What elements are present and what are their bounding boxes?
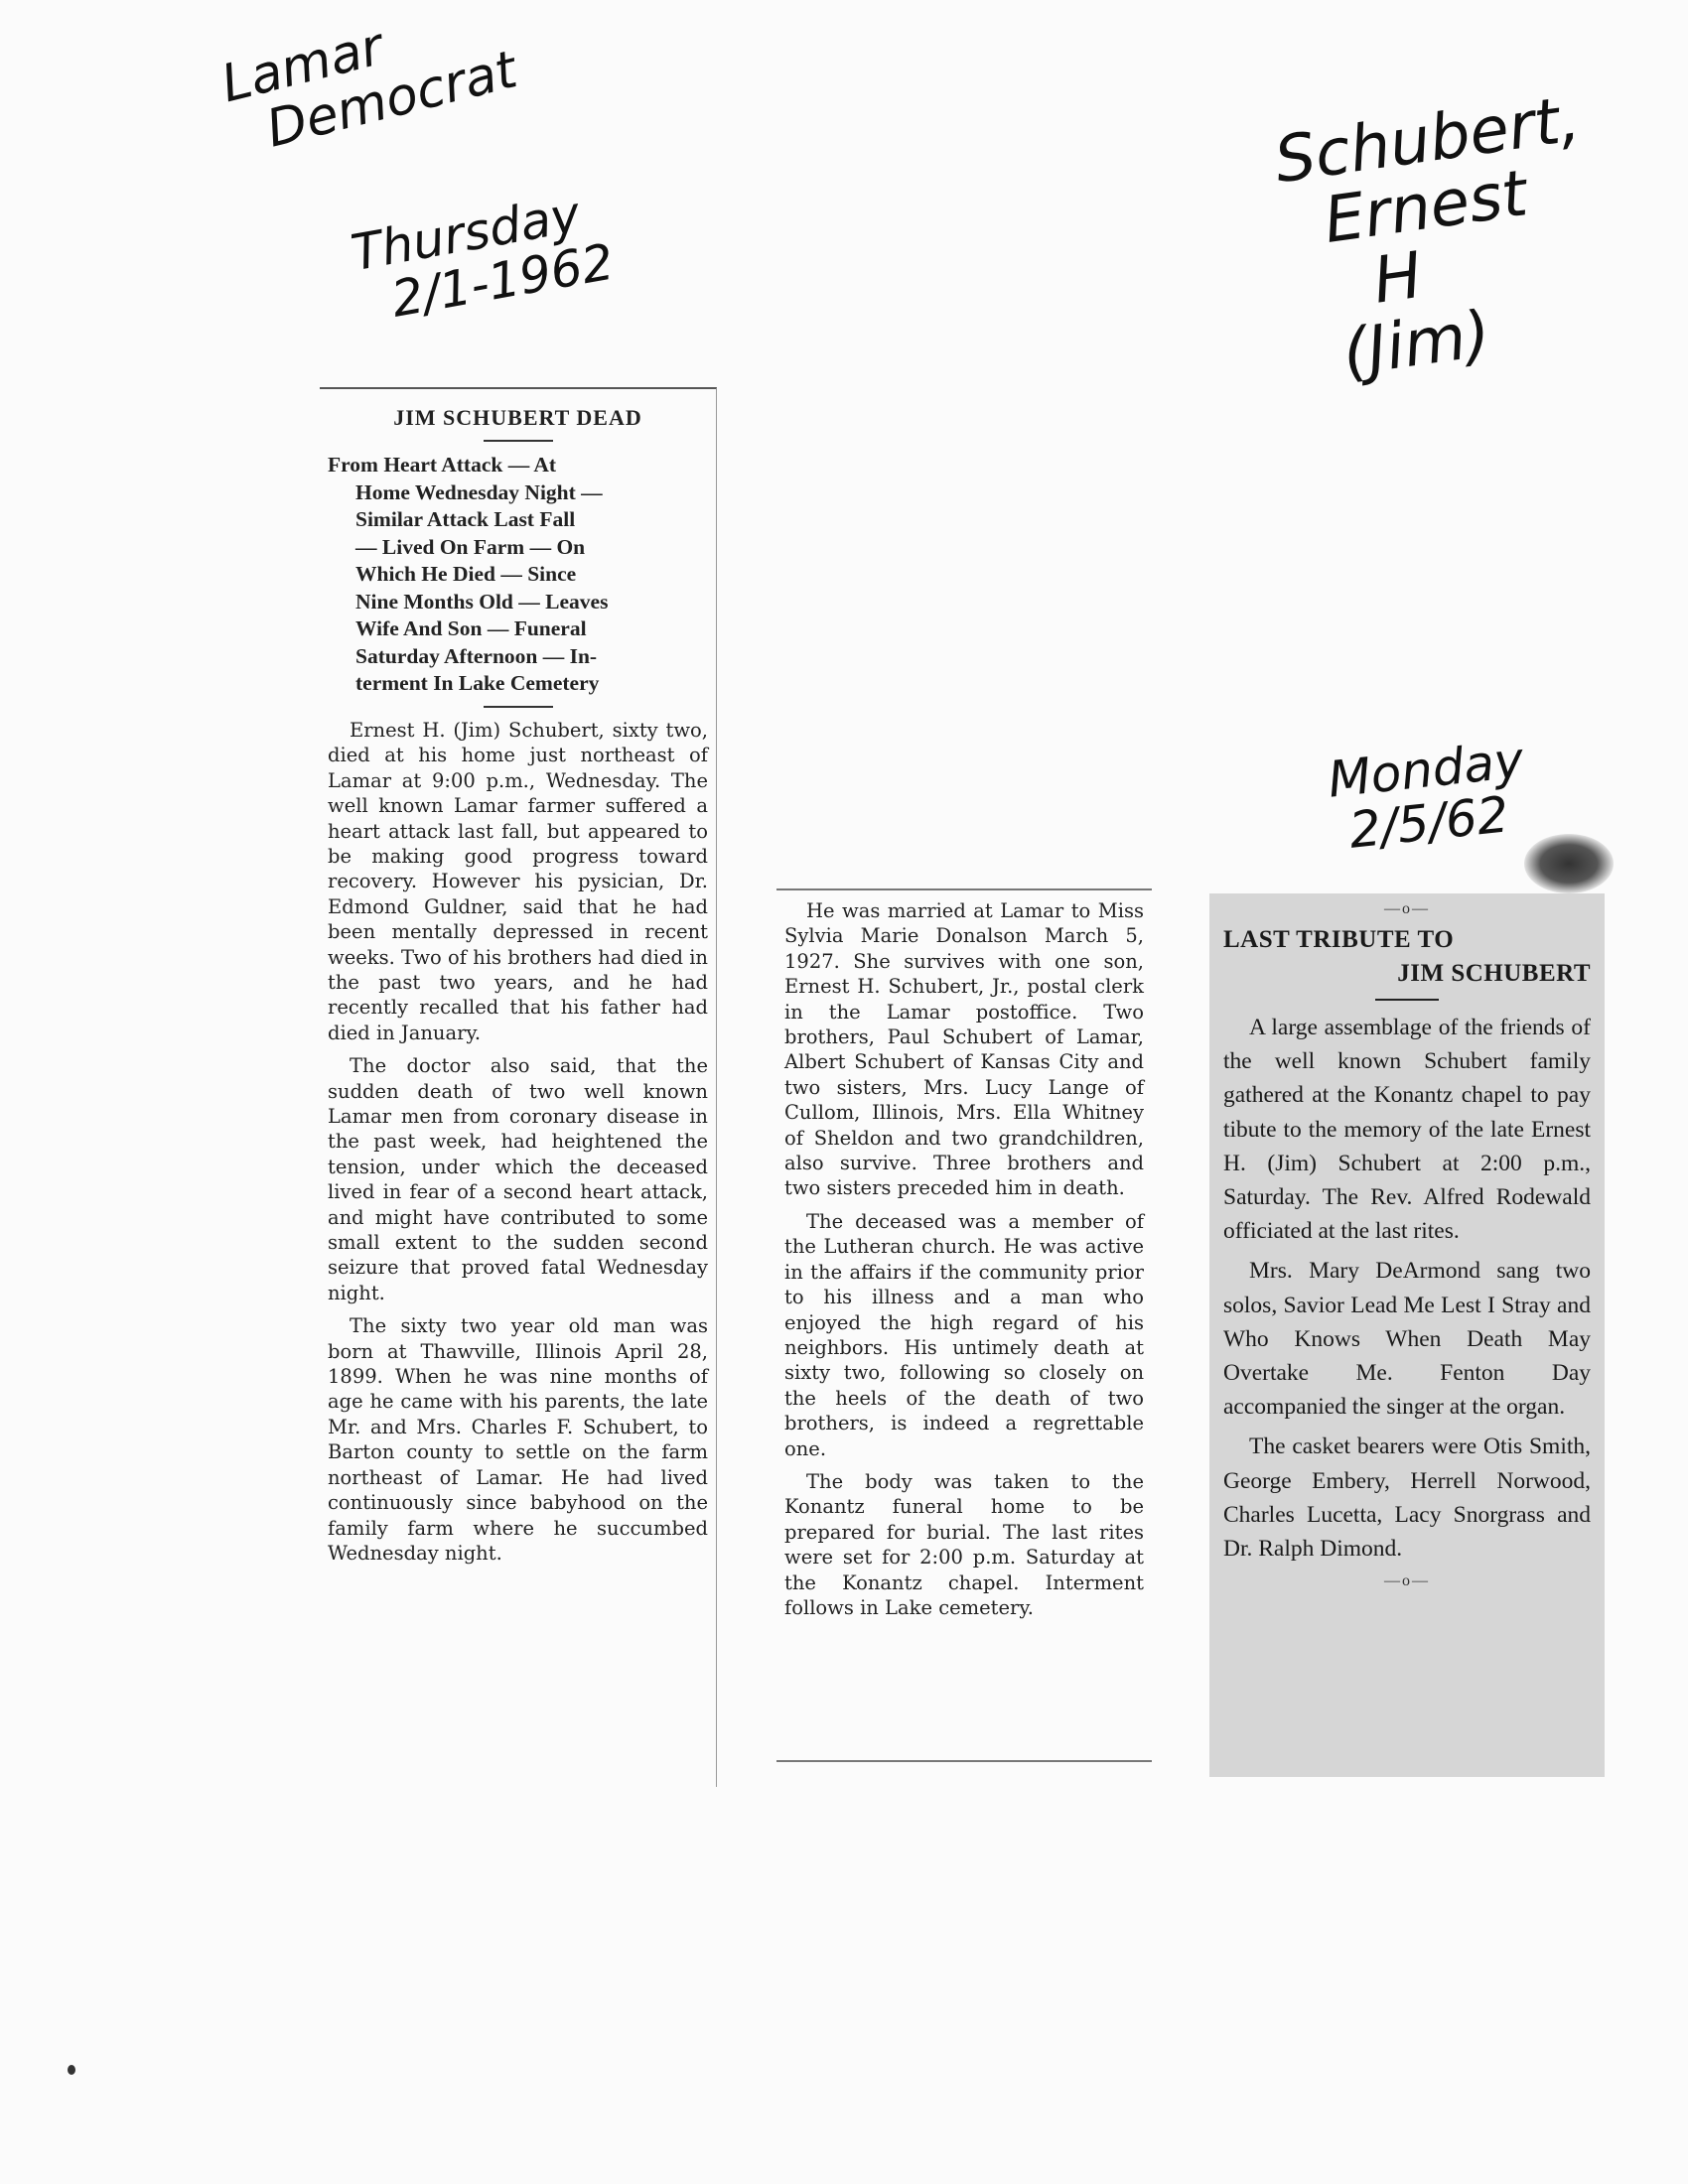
tribute-title-line2: JIM SCHUBERT — [1397, 960, 1591, 987]
tribute-clipping — [1209, 893, 1605, 1777]
deck-line: Which He Died — Since — [355, 562, 577, 587]
obituary-paragraph: The doctor also said, that the sudden death of two well known Lamar men from coronary disease in the past week, had heightened the tension, under which the deceased lived in fear of a second heart attack, and might have contributed to some small extent to the sudden second seizure that proved fatal Wednesday night. — [328, 1054, 708, 1304]
handwritten-date-monday: Monday 2/5/62 — [1325, 731, 1527, 861]
obituary-clipping — [320, 387, 717, 1787]
tribute-title-line1: LAST TRIBUTE TO — [1223, 926, 1455, 953]
tribute-paragraph: Mrs. Mary DeArmond sang two solos, Savior Lead Me Lest I Stray and Who Knows When Death May Overtake Me. Fenton Day accompanied the singer at the organ. — [1223, 1258, 1591, 1421]
obituary-deck — [328, 452, 708, 698]
deck-rule — [484, 706, 553, 708]
obituary-paragraph: Ernest H. (Jim) Schubert, sixty two, died at his home just northeast of Lamar at 9:00 p.m., Wednesday. The well known Lamar farmer suffered a heart attack last fall, but appeared to be making good progress toward recovery. However his pysician, Dr. Edmond Guldner, said that he had been mentally depressed in recent weeks. Two of his brothers had died in the past two years, and he had recently recalled that his father had died in January. — [328, 718, 708, 1044]
handwritten-date-thursday: Thursday 2/1-1962 — [347, 185, 619, 334]
tribute-rule — [1375, 999, 1439, 1001]
ink-stain — [1524, 834, 1614, 893]
deck-line: Nine Months Old — Leaves — [355, 589, 609, 614]
obituary-continuation-clipping — [776, 888, 1152, 1762]
deck-line: — Lived On Farm — On — [355, 534, 586, 559]
deck-line: Saturday Afternoon — In- — [355, 643, 598, 668]
obituary-paragraph: The sixty two year old man was born at Thawville, Illinois April 28, 1899. When he was nine months of age he came with his parents, the late Mr. and Mrs. Charles F. Schubert, to Barton county to settle on the farm northeast of Lamar. He had lived continuously since babyhood on the family farm where he succumbed Wednesday night. — [328, 1314, 708, 1565]
headline-rule — [484, 440, 553, 442]
deck-line: From Heart Attack — At — [328, 453, 557, 478]
deck-line: terment In Lake Cemetery — [355, 671, 600, 696]
bottom-ornament: —o— — [1384, 1572, 1430, 1590]
tribute-paragraph: A large assemblage of the friends of the well known Schubert family gathered at the Konantz chapel to pay tibute to the memory of the late Ernest H. (Jim) Schubert at 2:00 p.m., Saturday. The Rev. Alfred Rodewald officiated at the last rites. — [1223, 1015, 1591, 1245]
top-ornament: —o— — [1384, 900, 1430, 917]
obituary-paragraph: The deceased was a member of the Lutheran church. He was active in the affairs if the community prior to his illness and a man who enjoyed the high regard of his neighbors. His untimely death at sixty two, following so closely on the heels of the death of two brothers, is indeed a regrettable one. — [784, 1209, 1144, 1460]
ink-speck — [68, 2065, 75, 2075]
deck-line: Similar Attack Last Fall — [355, 507, 576, 532]
obituary-paragraph: He was married at Lamar to Miss Sylvia Marie Donalson March 5, 1927. She survives with one son, Ernest H. Schubert, Jr., postal clerk in the Lamar postoffice. Two brothers, Paul Schubert of Lamar, Albert Schubert of Kansas City and two sisters, Mrs. Lucy Lange of Cullom, Illinois, Mrs. Ella Whitney of Sheldon and two grandchildren, also survive. Three brothers and two sisters preceded him in death. — [784, 899, 1144, 1200]
obituary-paragraph: The body was taken to the Konantz funeral home to be prepared for burial. The last rites were set for 2:00 p.m. Saturday at the Konantz chapel. Interment follows in Lake cemetery. — [784, 1469, 1144, 1619]
deck-line: Home Wednesday Night — — [355, 479, 603, 504]
tribute-paragraph: The casket bearers were Otis Smith, George Embery, Herrell Norwood, Charles Lucetta, Lacy Snorgrass and Dr. Ralph Dimond. — [1223, 1433, 1591, 1563]
deck-line: Wife And Son — Funeral — [355, 616, 587, 641]
handwritten-subject-name: Schubert, Ernest H (Jim) — [1270, 82, 1585, 396]
handwritten-newspaper-name: Lamar Democrat — [215, 17, 523, 168]
obituary-headline: JIM SCHUBERT DEAD — [393, 405, 642, 430]
